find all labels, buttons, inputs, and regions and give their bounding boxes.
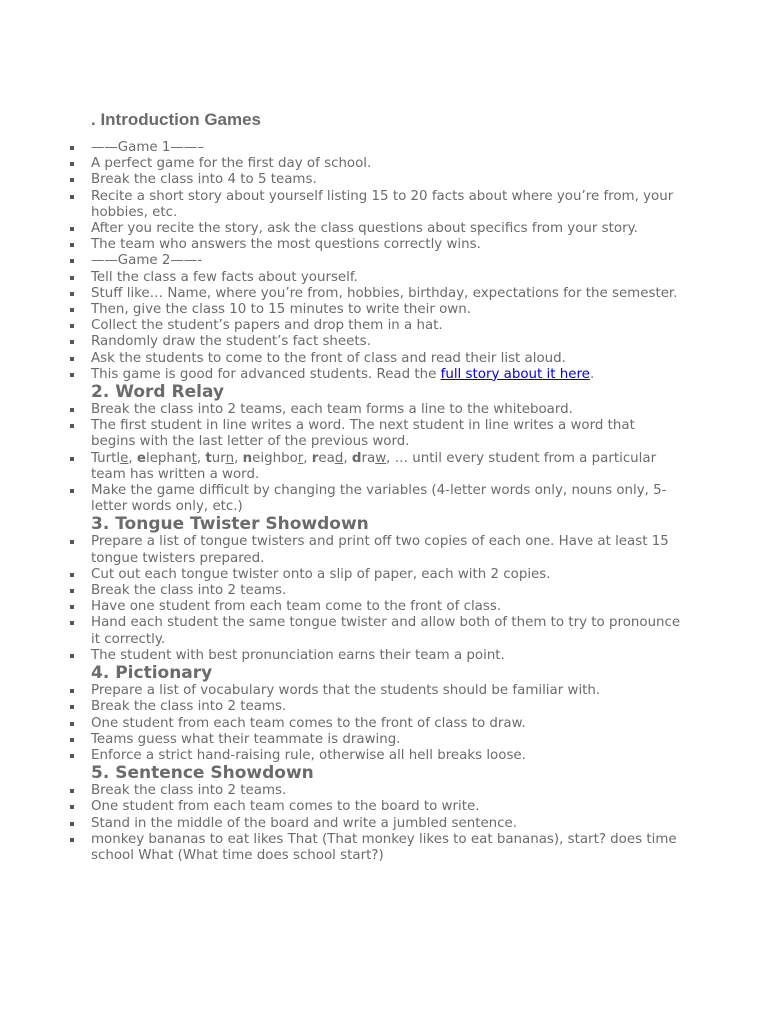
word-chain-separator: , (303, 450, 312, 466)
list-item: Randomly draw the student’s fact sheets. (91, 334, 681, 350)
article-content (91, 109, 681, 864)
word-chain-first-letter: r (311, 450, 319, 466)
list-item: Tell the class a few facts about yourself. (91, 270, 681, 286)
word-chain-part: ea (318, 450, 335, 466)
list-item: Prepare a list of tongue twisters and print off two copies of each one. Have at least 15 tongue twisters prepared. (91, 534, 681, 566)
list-item: One student from each team comes to the board to write. (91, 799, 681, 815)
word-chain-part: ra (361, 450, 376, 466)
list-item: Recite a short story about yourself listing 15 to 20 facts about where you’re from, your hobbies, etc. (91, 189, 681, 221)
word-chain-first-letter: d (351, 450, 362, 466)
list-item: ——Game 2——- (91, 253, 681, 269)
list-item: Break the class into 2 teams. (91, 783, 681, 799)
list-item: The student with best pronunciation earns their team a point. (91, 648, 681, 664)
list-item (91, 367, 681, 383)
list-item: A perfect game for the first day of school. (91, 156, 681, 172)
list-item: The team who answers the most questions correctly wins. (91, 237, 681, 253)
list-item: Then, give the class 10 to 15 minutes to write their own. (91, 302, 681, 318)
word-chain-part: eighbo (252, 450, 298, 466)
word-chain-last-letter: t (191, 450, 197, 466)
list-item-text: This game is good for advanced students. Read the (91, 366, 441, 382)
list-item-period: . (589, 366, 595, 382)
tongue-twister-heading: 3. Tongue Twister Showdown (91, 514, 369, 535)
word-chain-separator: , (128, 450, 137, 466)
list-item: ——Game 1——– (91, 140, 681, 156)
word-chain-part: ur (211, 450, 226, 466)
list-item: Prepare a list of vocabulary words that the students should be familiar with. (91, 683, 681, 699)
list-item: Teams guess what their teammate is drawing. (91, 732, 681, 748)
list-item: Break the class into 2 teams, each team forms a line to the whiteboard. (91, 402, 681, 418)
intro-games-heading: . Introduction Games (91, 110, 262, 129)
list-item: Stand in the middle of the board and write a jumbled sentence. (91, 816, 681, 832)
word-chain-first-letter: t (205, 450, 212, 466)
word-relay-list (91, 402, 681, 515)
sentence-showdown-heading: 5. Sentence Showdown (91, 763, 314, 784)
list-item: The first student in line writes a word. The next student in line writes a word that begins with the last letter of the previous word. (91, 418, 681, 450)
word-chain-separator: , (343, 450, 352, 466)
word-chain-separator: , (234, 450, 243, 466)
word-chain-last-letter: e (120, 450, 129, 466)
word-chain-separator: , (196, 450, 206, 466)
list-item: Hand each student the same tongue twister and allow both of them to try to pronounce it correctly. (91, 615, 681, 647)
word-relay-heading: 2. Word Relay (91, 382, 224, 403)
full-story-link[interactable]: full story about it here (440, 366, 590, 382)
word-chain-first-letter: n (242, 450, 253, 466)
word-chain-part: lephan (145, 450, 192, 466)
list-item: Collect the student’s papers and drop them in a hat. (91, 318, 681, 334)
word-chain-last-letter: r (297, 450, 304, 466)
sentence-showdown-list (91, 783, 681, 864)
list-item: Cut out each tongue twister onto a slip of paper, each with 2 copies. (91, 567, 681, 583)
word-chain-part: Turtl (91, 450, 121, 466)
list-item: Make the game difficult by changing the variables (4-letter words only, nouns only, 5-letter words only, etc.) (91, 483, 681, 515)
list-item: After you recite the story, ask the class questions about specifics from your story. (91, 221, 681, 237)
word-chain-tail: , … until every student from a particular team has written a word. (91, 450, 657, 482)
list-item: One student from each team comes to the front of class to draw. (91, 716, 681, 732)
word-chain-last-letter: n (225, 450, 235, 466)
list-item: Break the class into 4 to 5 teams. (91, 172, 681, 188)
word-chain-last-letter: w (375, 450, 387, 466)
list-item: Stuff like… Name, where you’re from, hobbies, birthday, expectations for the semester. (91, 286, 681, 302)
word-chain-item (91, 451, 681, 483)
list-item: Enforce a strict hand-raising rule, otherwise all hell breaks loose. (91, 748, 681, 764)
pictionary-heading: 4. Pictionary (91, 663, 213, 684)
list-item: monkey bananas to eat likes That (That monkey likes to eat bananas), start? does time school What (What time does school start?) (91, 832, 681, 864)
list-item: Break the class into 2 teams. (91, 699, 681, 715)
list-item: Have one student from each team come to the front of class. (91, 599, 681, 615)
tongue-twister-list (91, 534, 681, 664)
word-chain-first-letter: e (136, 450, 146, 466)
word-chain-last-letter: d (334, 450, 344, 466)
intro-games-list (91, 140, 681, 383)
list-item: Break the class into 2 teams. (91, 583, 681, 599)
list-item: Ask the students to come to the front of class and read their list aloud. (91, 351, 681, 367)
pictionary-list (91, 683, 681, 764)
